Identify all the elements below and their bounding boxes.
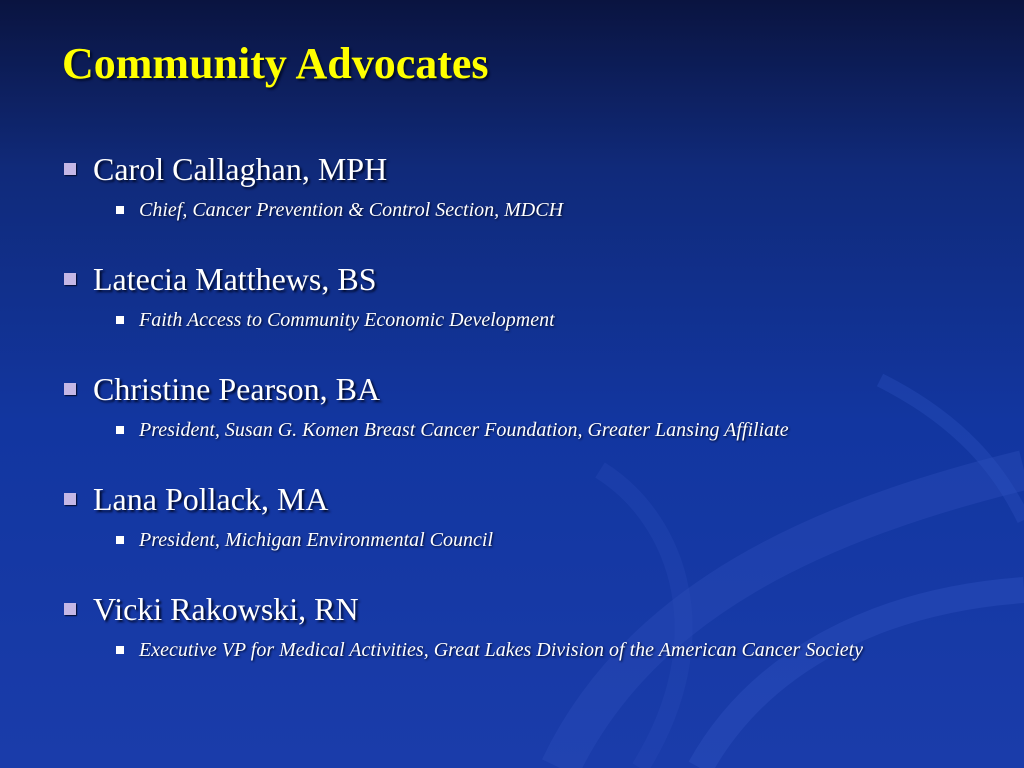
advocate-role-item xyxy=(116,636,1002,664)
advocate-role: Faith Access to Community Economic Development xyxy=(139,308,555,331)
advocate-name-item xyxy=(62,588,1002,630)
advocate-entry xyxy=(62,368,1002,478)
advocate-name: Carol Callaghan, MPH xyxy=(93,150,388,187)
square-bullet-icon xyxy=(116,316,124,324)
advocate-role-item xyxy=(116,196,1002,224)
advocate-name-item xyxy=(62,368,1002,410)
square-bullet-icon xyxy=(116,206,124,214)
advocate-name: Lana Pollack, MA xyxy=(93,480,329,517)
square-bullet-icon xyxy=(116,536,124,544)
advocate-name-item xyxy=(62,148,1002,190)
advocate-role-item xyxy=(116,526,1002,554)
slide-title: Community Advocates xyxy=(62,39,489,88)
square-bullet-icon xyxy=(64,273,76,285)
advocate-name-item xyxy=(62,478,1002,520)
square-bullet-icon xyxy=(64,163,76,175)
advocate-name: Christine Pearson, BA xyxy=(93,370,381,407)
advocate-entry xyxy=(62,478,1002,588)
advocate-role-item xyxy=(116,416,1002,444)
advocate-name: Latecia Matthews, BS xyxy=(93,260,377,297)
advocate-role-item xyxy=(116,306,1002,334)
advocate-role: Chief, Cancer Prevention & Control Section, MDCH xyxy=(139,198,564,221)
advocate-list xyxy=(62,148,1002,698)
square-bullet-icon xyxy=(64,383,76,395)
advocate-entry xyxy=(62,258,1002,368)
advocate-role: President, Susan G. Komen Breast Cancer Foundation, Greater Lansing Affiliate xyxy=(139,418,789,441)
advocate-role: President, Michigan Environmental Council xyxy=(139,528,494,551)
advocate-role: Executive VP for Medical Activities, Great Lakes Division of the American Cancer Society xyxy=(139,638,864,661)
square-bullet-icon xyxy=(64,603,76,615)
square-bullet-icon xyxy=(116,426,124,434)
advocate-name-item xyxy=(62,258,1002,300)
square-bullet-icon xyxy=(116,646,124,654)
square-bullet-icon xyxy=(64,493,76,505)
advocate-entry xyxy=(62,588,1002,698)
advocate-name: Vicki Rakowski, RN xyxy=(93,590,359,627)
advocate-entry xyxy=(62,148,1002,258)
